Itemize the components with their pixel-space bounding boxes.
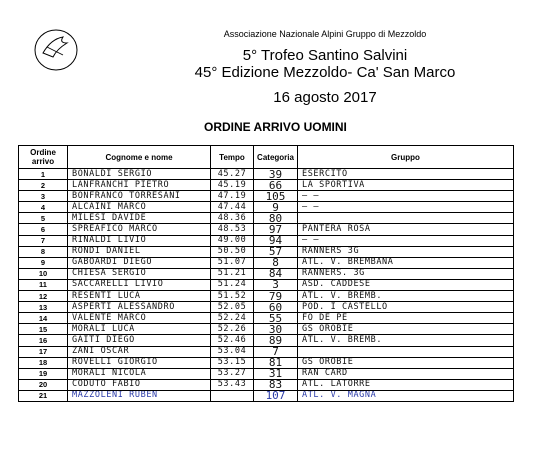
position-cell: 21 <box>19 390 68 401</box>
time-cell: 47.19 <box>211 191 254 202</box>
group-cell: RANNERS 3G <box>298 246 514 257</box>
category-cell: 81 <box>254 357 298 368</box>
time-cell: 53.27 <box>211 368 254 379</box>
group-cell: ASD. CADDESE <box>298 279 514 290</box>
group-cell <box>298 346 514 357</box>
position-cell: 15 <box>19 324 68 335</box>
table-header-row <box>19 146 514 169</box>
time-cell: 45.27 <box>211 169 254 180</box>
table-row <box>19 235 514 246</box>
group-cell: — — <box>298 235 514 246</box>
name-cell: GAITI DIEGO <box>68 335 211 346</box>
category-cell: 7 <box>254 346 298 357</box>
position-cell: 20 <box>19 379 68 390</box>
group-cell: ATL. LATORRE <box>298 379 514 390</box>
time-cell: 53.04 <box>211 346 254 357</box>
category-cell: 105 <box>254 191 298 202</box>
group-cell: ESERCITO <box>298 169 514 180</box>
category-cell: 3 <box>254 279 298 290</box>
category-cell: 84 <box>254 268 298 279</box>
table-row <box>19 313 514 324</box>
name-cell: CHIESA SERGIO <box>68 268 211 279</box>
time-cell: 52.05 <box>211 302 254 313</box>
position-cell: 1 <box>19 169 68 180</box>
category-cell: 30 <box>254 324 298 335</box>
name-cell: ASPERTI ALESSANDRO <box>68 302 211 313</box>
ana-logo-icon <box>33 27 79 73</box>
time-cell: 47.44 <box>211 202 254 213</box>
name-cell: MILESI DAVIDE <box>68 213 211 224</box>
time-cell: 49.00 <box>211 235 254 246</box>
position-cell: 10 <box>19 268 68 279</box>
name-cell: VALENTE MARCO <box>68 313 211 324</box>
category-cell: 107 <box>254 390 298 401</box>
name-cell: RONDI DANIEL <box>68 246 211 257</box>
table-row <box>19 191 514 202</box>
position-cell: 13 <box>19 302 68 313</box>
time-cell: 53.43 <box>211 379 254 390</box>
name-cell: MORALI NICOLA <box>68 368 211 379</box>
time-cell: 53.15 <box>211 357 254 368</box>
category-cell: 55 <box>254 313 298 324</box>
category-cell: 80 <box>254 213 298 224</box>
name-cell: ALCAINI MARCO <box>68 202 211 213</box>
group-cell: — — <box>298 191 514 202</box>
position-cell: 18 <box>19 357 68 368</box>
table-row <box>19 268 514 279</box>
name-cell: ROVELLI GIORGIO <box>68 357 211 368</box>
name-cell: SPREAFICO MARCO <box>68 224 211 235</box>
table-row <box>19 291 514 302</box>
table-row <box>19 279 514 290</box>
name-cell: BONALDI SERGIO <box>68 169 211 180</box>
table-row <box>19 346 514 357</box>
table-row <box>19 202 514 213</box>
group-cell: POD. I CASTELLO <box>298 302 514 313</box>
group-cell: ATL. V. BREMBANA <box>298 257 514 268</box>
time-cell: 51.21 <box>211 268 254 279</box>
table-row <box>19 257 514 268</box>
category-cell: 83 <box>254 379 298 390</box>
category-cell: 66 <box>254 180 298 191</box>
col-header-name: Cognome e nome <box>68 146 211 169</box>
group-cell: FO DE PE <box>298 313 514 324</box>
time-cell: 48.53 <box>211 224 254 235</box>
edition-title: 45° Edizione Mezzoldo- Ca' San Marco <box>194 64 456 81</box>
group-cell: GS OROBIE <box>298 324 514 335</box>
name-cell: MORALI LUCA <box>68 324 211 335</box>
table-row <box>19 379 514 390</box>
col-header-category: Categoria <box>254 146 298 169</box>
group-cell: RANNERS. 3G <box>298 268 514 279</box>
group-cell: PANTERA ROSA <box>298 224 514 235</box>
table-row <box>19 213 514 224</box>
position-cell: 19 <box>19 368 68 379</box>
category-cell: 57 <box>254 246 298 257</box>
group-cell: ATL. V. MAGNA <box>298 390 514 401</box>
group-cell: GS OROBIE <box>298 357 514 368</box>
position-cell: 3 <box>19 191 68 202</box>
time-cell <box>211 390 254 401</box>
time-cell: 52.24 <box>211 313 254 324</box>
table-row <box>19 246 514 257</box>
position-cell: 2 <box>19 180 68 191</box>
position-cell: 4 <box>19 202 68 213</box>
col-header-group: Gruppo <box>298 146 514 169</box>
event-date: 16 agosto 2017 <box>273 89 377 106</box>
group-cell: ATL. V. BREMB. <box>298 291 514 302</box>
position-cell: 14 <box>19 313 68 324</box>
category-cell: 89 <box>254 335 298 346</box>
name-cell: RESENTI LUCA <box>68 291 211 302</box>
group-cell: LA SPORTIVA <box>298 180 514 191</box>
name-cell: LANFRANCHI PIETRO <box>68 180 211 191</box>
col-header-position: Ordine arrivo <box>19 146 68 169</box>
results-table <box>18 145 514 402</box>
position-cell: 5 <box>19 213 68 224</box>
section-title: ORDINE ARRIVO UOMINI <box>204 120 347 134</box>
time-cell: 48.36 <box>211 213 254 224</box>
table-row <box>19 357 514 368</box>
position-cell: 6 <box>19 224 68 235</box>
position-cell: 7 <box>19 235 68 246</box>
category-cell: 79 <box>254 291 298 302</box>
group-cell <box>298 213 514 224</box>
table-row <box>19 169 514 180</box>
table-row <box>19 224 514 235</box>
name-cell: CODUTO FABIO <box>68 379 211 390</box>
name-cell: SACCARELLI LIVIO <box>68 279 211 290</box>
position-cell: 12 <box>19 291 68 302</box>
name-cell: RINALDI LIVIO <box>68 235 211 246</box>
time-cell: 51.24 <box>211 279 254 290</box>
category-cell: 31 <box>254 368 298 379</box>
col-header-time: Tempo <box>211 146 254 169</box>
time-cell: 52.26 <box>211 324 254 335</box>
time-cell: 45.19 <box>211 180 254 191</box>
name-cell: GABOARDI DIEGO <box>68 257 211 268</box>
name-cell: ZANI OSCAR <box>68 346 211 357</box>
group-cell: RAN CARD <box>298 368 514 379</box>
group-cell: ATL. V. BREMB. <box>298 335 514 346</box>
results-body <box>19 169 514 402</box>
category-cell: 39 <box>254 169 298 180</box>
category-cell: 8 <box>254 257 298 268</box>
category-cell: 60 <box>254 302 298 313</box>
table-row <box>19 390 514 401</box>
time-cell: 52.46 <box>211 335 254 346</box>
trophy-title: 5° Trofeo Santino Salvini <box>242 47 408 64</box>
time-cell: 51.52 <box>211 291 254 302</box>
association-name: Associazione Nazionale Alpini Gruppo di Mezzoldo <box>223 29 427 39</box>
position-cell: 16 <box>19 335 68 346</box>
position-cell: 17 <box>19 346 68 357</box>
group-cell: — — <box>298 202 514 213</box>
category-cell: 9 <box>254 202 298 213</box>
time-cell: 51.07 <box>211 257 254 268</box>
position-cell: 11 <box>19 279 68 290</box>
table-row <box>19 368 514 379</box>
name-cell: MAZZOLENI RUBEN <box>68 390 211 401</box>
category-cell: 97 <box>254 224 298 235</box>
table-row <box>19 324 514 335</box>
table-row <box>19 302 514 313</box>
name-cell: BONFRANCO TORRESANI <box>68 191 211 202</box>
position-cell: 9 <box>19 257 68 268</box>
time-cell: 50.50 <box>211 246 254 257</box>
table-row <box>19 335 514 346</box>
table-row <box>19 180 514 191</box>
position-cell: 8 <box>19 246 68 257</box>
category-cell: 94 <box>254 235 298 246</box>
